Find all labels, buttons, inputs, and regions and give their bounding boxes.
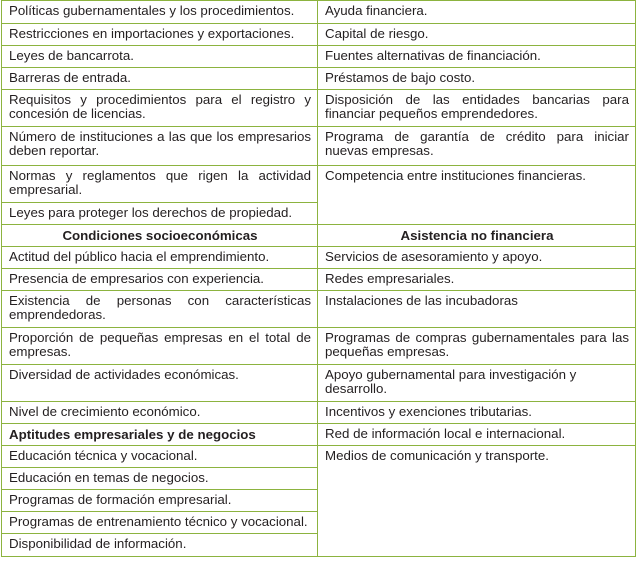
cell-educacion-tecnica: Educación técnica y vocacional. (1, 445, 318, 468)
cell-fuentes: Fuentes alternativas de financiación. (317, 45, 636, 68)
cell-presencia: Presencia de empresarios con experiencia. (1, 268, 318, 291)
cell-compras: Programas de compras gubernamentales para las pequeñas empresas. (317, 327, 636, 365)
cell-diversidad: Diversidad de actividades económicas. (1, 364, 318, 402)
cell-proporcion: Proporción de pequeñas empresas en el total de empresas. (1, 327, 318, 365)
cell-disposicion: Disposición de las entidades bancarias para financiar pequeños emprendedores. (317, 89, 636, 127)
cell-servicios: Servicios de asesoramiento y apoyo. (317, 246, 636, 269)
cell-requisitos: Requisitos y procedimientos para el registro y concesión de licencias. (1, 89, 318, 127)
cell-restricciones: Restricciones en importaciones y exportaciones. (1, 23, 318, 46)
cell-politicas: Políticas gubernamentales y los procedimientos. (1, 0, 318, 24)
cell-programas-formacion: Programas de formación empresarial. (1, 489, 318, 512)
cell-normas: Normas y reglamentos que rigen la actividad empresarial. (1, 165, 318, 203)
left-column (1, 1, 318, 559)
cell-crecimiento: Nivel de crecimiento económico. (1, 401, 318, 424)
cell-garantia: Programa de garantía de crédito para iniciar nuevas empresas. (317, 126, 636, 166)
header-condiciones-socioeconomicas: Condiciones socioeconómicas (1, 224, 318, 247)
cell-instalaciones: Instalaciones de las incubadoras (317, 290, 636, 328)
cell-educacion-negocios: Educación en temas de negocios. (1, 467, 318, 490)
right-column (318, 1, 636, 559)
cell-leyes-propiedad: Leyes para proteger los derechos de propiedad. (1, 202, 318, 225)
cell-instituciones: Número de instituciones a las que los empresarios deben reportar. (1, 126, 318, 166)
cell-barreras: Barreras de entrada. (1, 67, 318, 90)
header-asistencia-no-financiera: Asistencia no financiera (317, 224, 636, 247)
cell-competencia: Competencia entre instituciones financieras. (317, 165, 636, 225)
cell-medios: Medios de comunicación y transporte. (317, 445, 636, 557)
header-aptitudes-empresariales: Aptitudes empresariales y de negocios (1, 423, 318, 446)
cell-bancarrota: Leyes de bancarrota. (1, 45, 318, 68)
cell-programas-entrenamiento: Programas de entrenamiento técnico y vocacional. (1, 511, 318, 534)
cell-apoyo: Apoyo gubernamental para investigación y desarrollo. (317, 364, 636, 402)
cell-prestamos: Préstamos de bajo costo. (317, 67, 636, 90)
cell-redes: Redes empresariales. (317, 268, 636, 291)
cell-actitud: Actitud del público hacia el emprendimiento. (1, 246, 318, 269)
cell-red-informacion: Red de información local e internacional. (317, 423, 636, 446)
cell-existencia: Existencia de personas con características emprendedoras. (1, 290, 318, 328)
cell-incentivos: Incentivos y exenciones tributarias. (317, 401, 636, 424)
cell-disponibilidad: Disponibilidad de información. (1, 533, 318, 557)
factors-table (1, 1, 639, 560)
cell-capital: Capital de riesgo. (317, 23, 636, 46)
cell-ayuda: Ayuda financiera. (317, 0, 636, 24)
